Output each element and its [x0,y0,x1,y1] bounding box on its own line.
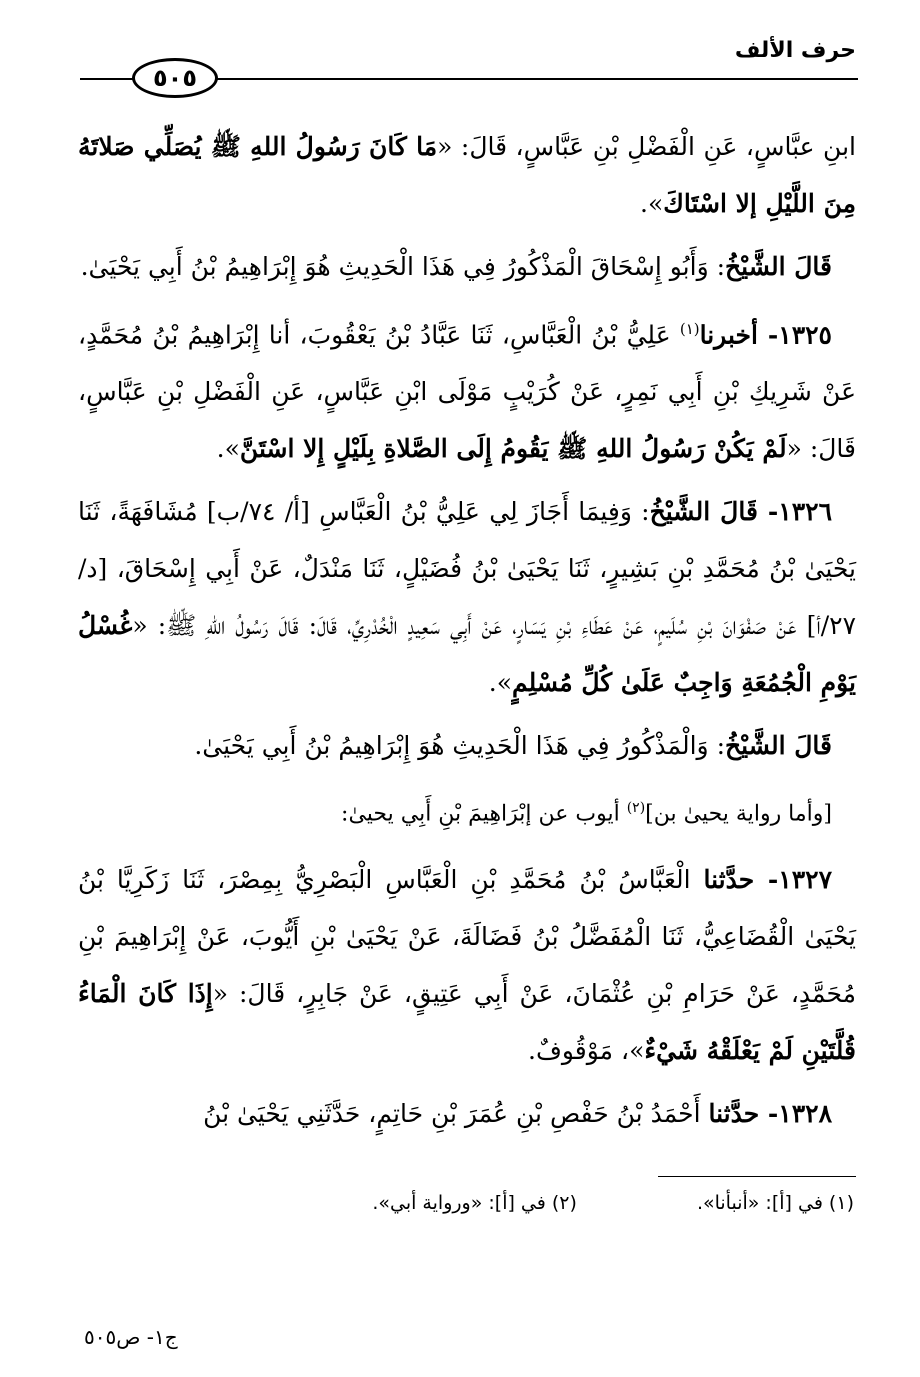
paragraph-continuation [78,118,856,232]
text: عَلِيُّ بْنُ الْعَبَّاسِ، ثَنَا عَبَّادُ بْنُ يَعْقُوبَ، أنا إِبْرَاهِيمُ بْنُ مُحَمَّدٍ، عَنْ شَرِيكِ بْنِ أَبِي نَمِرٍ، عَنْ كُرَيْبٍ مَوْلَى ابْنِ عَبَّاسٍ، عَنِ الْفَضْلِ بْنِ عَبَّاسٍ، قَالَ: « [78,320,856,464]
text: ابنِ عبَّاسٍ، عَنِ الْفَضْلِ بْنِ عَبَّاسٍ، قَالَ: « [437,132,856,161]
main-text [78,118,856,1148]
text: : وَالْمَذْكُورُ فِي هَذَا الْحَدِيثِ هُوَ إِبْرَاهِيمُ بْنُ أَبِي يَحْيَىٰ. [194,731,726,761]
paragraph-hadith-1327 [78,851,856,1079]
text: ». [488,668,513,698]
footnote-2: (٢) في [أ]: «ورواية أبي». [372,1192,577,1214]
text: أَحْمَدُ بْنُ حَفْصِ بْنِ عُمَرَ بْنِ حَاتِمٍ، حَدَّثَنِي يَحْيَىٰ بْنُ [203,1098,709,1128]
hadith-text: مَا كَانَ رَسُولُ اللهِ ﷺ يُصَلِّي صَلاتَهُ مِنَ اللَّيْلِ إلا اسْتَاكَ [78,132,856,218]
hadith-number: ١٣٢٦- قَالَ الشَّيْخُ [649,497,832,527]
text: أيوب عن إبْرَاهِيمَ بْنِ أَبِي يحيىٰ: [341,801,627,827]
text: : وَأَبُو إِسْحَاقَ الْمَذْكُورُ فِي هَذَا الْحَدِيثِ هُوَ إِبْرَاهِيمُ بْنُ أَبِي يَحْيَىٰ. [80,252,726,281]
text: »، مَوْقُوفٌ. [528,1035,645,1065]
hadith-number: ١٣٢٨- حدَّثنا [708,1098,832,1128]
paragraph-sheikh-note-2 [78,717,856,774]
footnote-1: (١) في [أ]: «أنبأنا». [696,1192,854,1214]
hadith-text: إِذَا كَانَ الْمَاءُ قُلَّتَيْنِ لَمْ يَعْلَقْهُ شَيْءٌ [78,978,856,1065]
footnote-rule [658,1176,856,1177]
chapter-header: حرف الألف [734,38,856,63]
text: الْعَبَّاسُ بْنُ مُحَمَّدِ بْنِ الْعَبَّاسِ الْبَصْرِيُّ بِمِصْرَ، ثَنَا زَكَرِيَّا بْنُ يَحْيَىٰ الْقُضَاعِيُّ، ثَنَا الْمُفَضَّلُ بْنُ فَضَالَةَ، عَنْ يَحْيَىٰ بْنِ أَيُّوبَ، عَنْ إِبْرَاهِيمَ بْنِ مُحَمَّدٍ، عَنْ حَرَامِ بْنِ عُثْمَانَ، عَنْ أَبِي عَتِيقٍ، عَنْ جَابِرٍ، قَالَ: « [78,864,857,1008]
hadith-text: غُسْلُ يَوْمِ الْجُمُعَةِ وَاجِبٌ عَلَىٰ كُلِّ مُسْلِمٍ [78,611,856,698]
hadith-text: لَمْ يَكُنْ رَسُولُ اللهِ ﷺ يَقُومُ إِلَى الصَّلاةِ بِلَيْلٍ إِلا اسْتَنَّ [239,434,787,464]
paragraph-hadith-1328 [78,1085,856,1142]
hadith-number: ١٣٢٥- أخبرنا [699,320,832,350]
text: : وَفِيمَا أَجَازَ لِي عَلِيُّ بْنُ الْعَبَّاسِ [أ/ ٧٤/ب] مُشَافَهَةً، ثَنَا يَحْيَىٰ بْنُ مُحَمَّدِ بْنِ بَشِيرٍ، ثَنَا يَحْيَىٰ بْنُ فُضَيْلٍ، ثَنَا مَنْدَلٌ، عَنْ أَبِي إِسْحَاقَ، [د/٢٧/أ] عَنْ صَفْوَانَ بْنِ سُلَيمٍ، عَنْ عَطَاءِ بْنِ يَسَارٍ، عَنْ أَبِي سَعِيدٍ الْخُدْرِيِّ، قَالَ: قَالَ رَسُولُ اللهِ ﷺ: « [78,497,856,641]
paragraph-hadith-1325 [78,301,856,477]
text: ». [640,189,664,218]
footnote-marker: (٢) [626,800,646,817]
text: ». [216,434,240,464]
paragraph-hadith-1326 [78,483,856,711]
hadith-number: ١٣٢٧- حدَّثنا [703,864,832,894]
page-number: ٥٠٥ [132,58,218,98]
sheikh-label: قَالَ الشَّيْخُ [725,252,832,281]
sheikh-label: قَالَ الشَّيْخُ [725,731,832,761]
page-reference: ج١- ص٥٠٥ [84,1325,178,1349]
text: [وأما رواية يحيىٰ بن] [645,801,832,827]
section-heading [78,780,856,842]
footnotes [150,1192,854,1214]
footnote-marker: (١) [679,320,700,338]
paragraph-sheikh-note [78,238,856,295]
